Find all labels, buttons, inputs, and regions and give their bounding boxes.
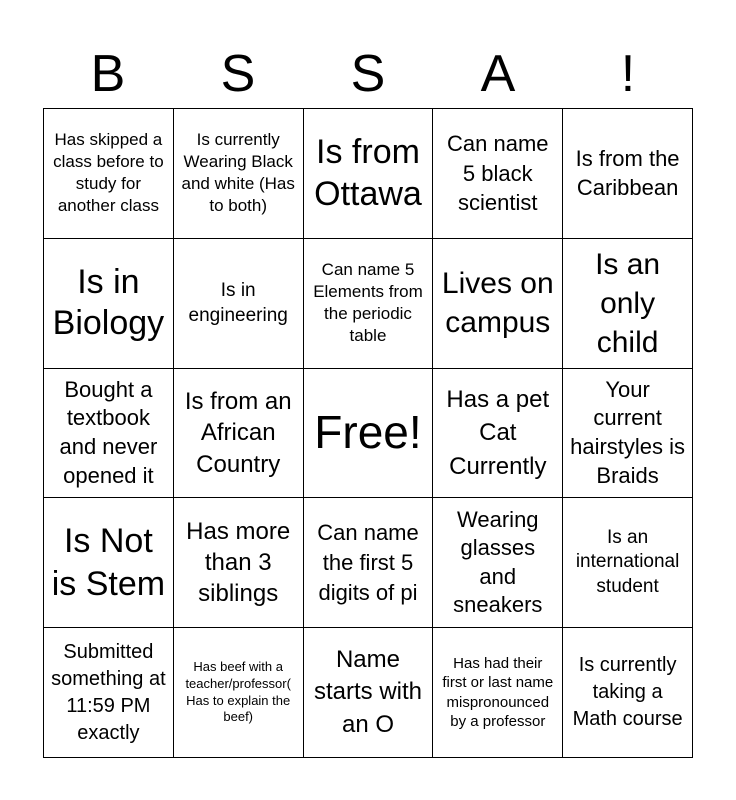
bingo-cell[interactable]	[174, 498, 304, 628]
bingo-cell-text: Submitted something at 11:59 PM exactly	[51, 640, 166, 744]
bingo-cell-text: Has more than 3 siblings	[186, 518, 291, 608]
bingo-cell[interactable]	[44, 498, 174, 628]
bingo-cell[interactable]	[44, 369, 174, 499]
bingo-cell[interactable]	[563, 628, 693, 758]
bingo-cell[interactable]	[174, 628, 304, 758]
bingo-cell-text: Free!	[314, 406, 422, 459]
header-letter-2: S	[220, 45, 256, 103]
bingo-cell-text: Is in engineering	[188, 279, 288, 327]
bingo-cell-text: Is Not is Stem	[51, 522, 166, 603]
bingo-cell-text: Has a pet Cat Currently	[446, 385, 550, 480]
bingo-cell-text: Lives on campus	[441, 267, 554, 340]
bingo-cell[interactable]	[304, 498, 434, 628]
bingo-cell-text: Your current hairstyles is Braids	[570, 376, 686, 488]
bingo-cell-text: Wearing glasses and sneakers	[453, 506, 543, 618]
bingo-cell-text: Bought a textbook and never opened it	[59, 376, 158, 488]
bingo-cell-text: Can name 5 Elements from the periodic table	[313, 260, 423, 346]
bingo-cell[interactable]	[563, 369, 693, 499]
bingo-cell[interactable]	[44, 239, 174, 369]
bingo-grid	[43, 108, 693, 758]
bingo-cell[interactable]	[44, 109, 174, 239]
bingo-cell-text: Has skipped a class before to study for another class	[53, 130, 164, 216]
bingo-cell[interactable]	[174, 239, 304, 369]
bingo-cell[interactable]	[304, 369, 434, 499]
bingo-cell[interactable]	[563, 239, 693, 369]
bingo-cell-text: Is from an African Country	[184, 388, 292, 478]
bingo-cell-text: Has beef with a teacher/professor( Has to explain the beef)	[185, 658, 291, 725]
bingo-cell-text: Can name the first 5 digits of pi	[317, 520, 419, 605]
bingo-cell-text: Is from the Caribbean	[575, 145, 680, 201]
header-letter-3: S	[350, 45, 386, 103]
bingo-cell[interactable]	[174, 369, 304, 499]
bingo-cell[interactable]	[563, 109, 693, 239]
bingo-cell-text: Is in Biology	[52, 263, 165, 343]
bingo-cell[interactable]	[44, 628, 174, 758]
bingo-cell[interactable]	[433, 628, 563, 758]
bingo-cell-text: Is currently Wearing Black and white (Has to both)	[181, 130, 295, 216]
bingo-cell[interactable]	[433, 239, 563, 369]
bingo-header	[43, 40, 693, 108]
header-letter-1: B	[90, 45, 126, 103]
bingo-cell[interactable]	[174, 109, 304, 239]
header-letter-5: !	[620, 45, 636, 103]
bingo-cell[interactable]	[563, 498, 693, 628]
bingo-cell[interactable]	[433, 498, 563, 628]
bingo-cell-text: Is an only child	[595, 247, 661, 359]
bingo-cell[interactable]	[433, 109, 563, 239]
header-letter-4: A	[480, 45, 516, 103]
bingo-cell[interactable]	[304, 109, 434, 239]
bingo-cell[interactable]	[304, 239, 434, 369]
bingo-cell-text: Has had their first or last name mispronounced by a professor	[442, 654, 554, 731]
bingo-cell-text: Name starts with an O	[313, 646, 422, 738]
bingo-cell-text: Is an international student	[575, 526, 680, 598]
bingo-cell-text: Is from Ottawa	[314, 132, 422, 214]
bingo-cell[interactable]	[433, 369, 563, 499]
bingo-cell-text: Is currently taking a Math course	[572, 654, 683, 731]
bingo-cell-text: Can name 5 black scientist	[447, 130, 549, 216]
bingo-cell[interactable]	[304, 628, 434, 758]
